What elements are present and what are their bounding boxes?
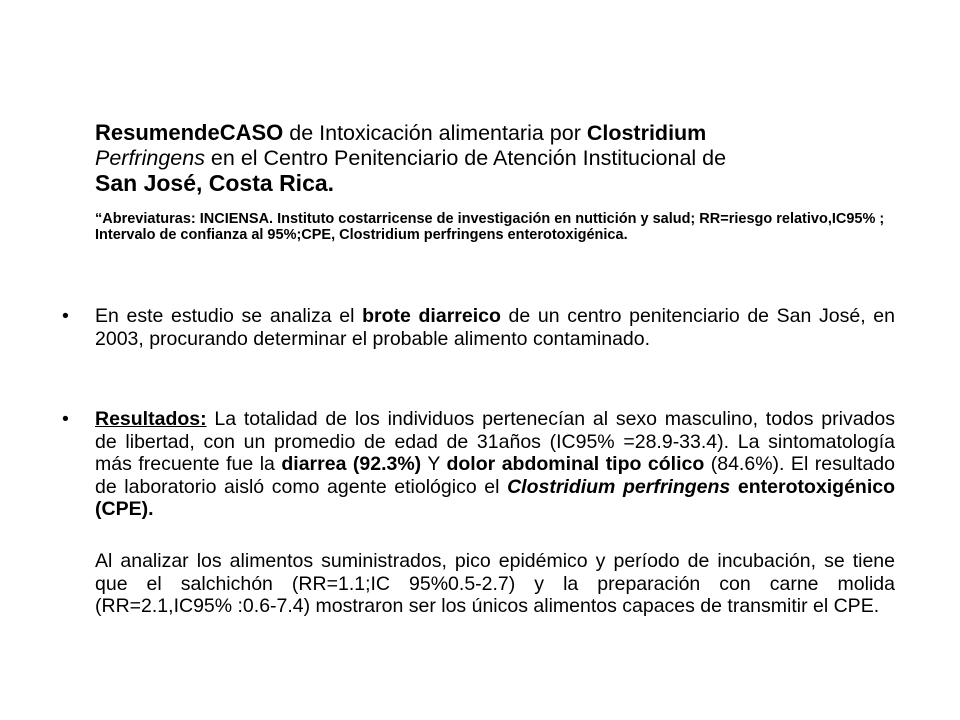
results-text-3: (84.6%). El resultado de laboratorio aisló como agente etiológico el [95,453,895,498]
results-diarrhea: diarrea (92.3%) [281,453,422,475]
title-text: de Intoxicación alimentaria por [283,121,587,145]
bullet-marker: • [62,408,69,430]
title-caso: ResumendeCASO [95,120,284,145]
study-text-2: de un centro penitenciario de San José, en 2003, procurando determinar el probable alimento contaminado. [95,305,895,350]
title-species: Perfringens [95,146,205,170]
study-text-1: En este estudio se analiza el [95,305,363,327]
results-organism: Clostridium perfringens [507,475,731,498]
results-text-1: La totalidad de los individuos pertenecían al sexo masculino, todos privados de libertad, con un promedio de edad de 31años (IC95% =28.9-33.4). La sintomatología más frecuente fue la [95,408,895,475]
title-organism: Clostridium [586,121,707,145]
results-followup: Al analizar los alimentos suministrados, pico epidémico y período de incubación, se tiene que el salchichón (RR=1.1;IC 95%0.5-2.7) y la preparación con carne molida (RR=2.1,IC95% :0.6-7.4) mostraron ser los únicos alimentos capaces de transmitir el CPE. [95,550,895,617]
bullet-results [95,408,895,521]
bullet-marker: • [62,305,69,327]
title-location: en el Centro Penitenciario de Atención Institucional de [204,146,727,170]
abbreviations-note: “Abreviaturas: INCIENSA. Instituto costarricense de investigación en nuttición y salud; RR=riesgo relativo,IC95% ; Intervalo de confianza al 95%;CPE, Clostridium perfringens enterotoxigénica. [95,211,885,243]
study-outbreak: brote diarreico [362,305,501,327]
title-city: San José, Costa Rica. [95,170,335,196]
results-pain: dolor abdominal tipo cólico [446,453,705,475]
results-cpe: enterotoxigénico (CPE). [95,475,895,520]
results-label: Resultados: [95,408,207,430]
slide-title [95,120,915,197]
bullet-study [95,305,895,350]
results-text-2: Y [421,453,447,475]
results-space [730,476,738,498]
